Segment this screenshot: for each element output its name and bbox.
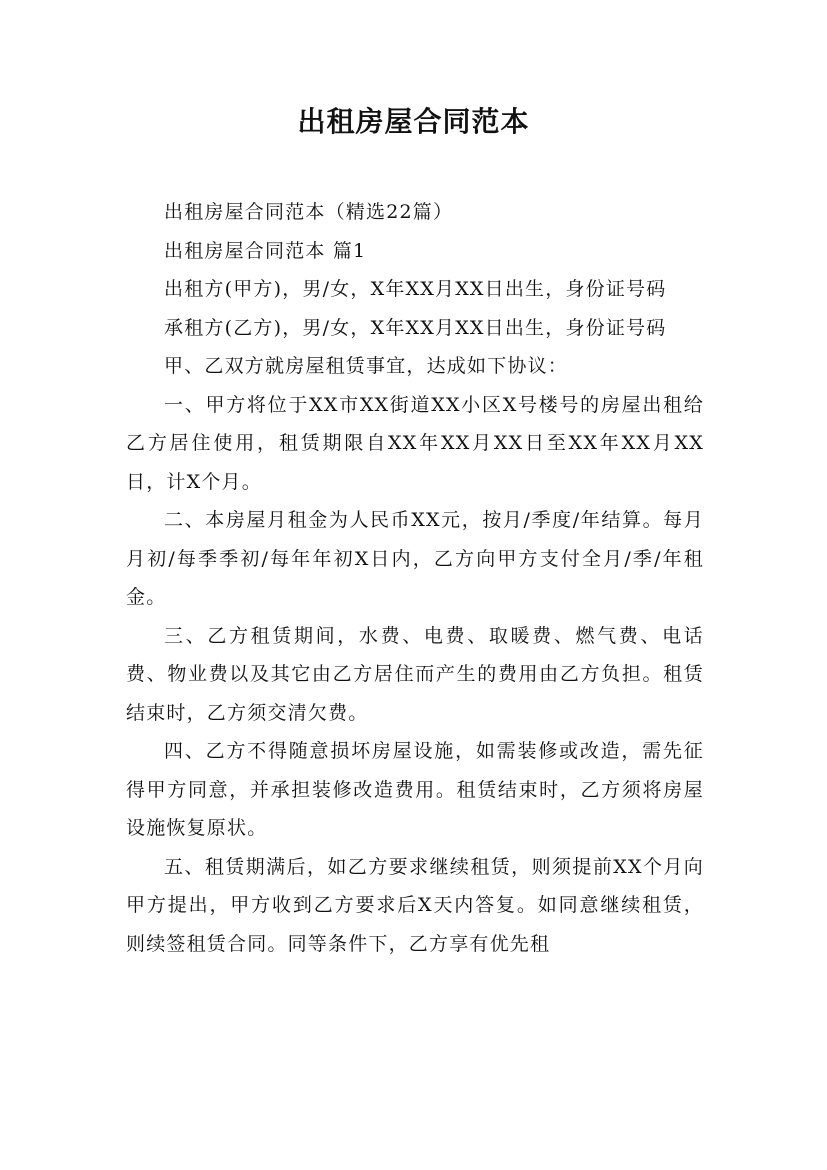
paragraph-lessor: 出租方(甲方)，男/女，X年XX月XX日出生，身份证号码: [164, 278, 667, 300]
paragraph-collection-title: 出租房屋合同范本（精选22篇）: [164, 201, 454, 223]
paragraph-clause-3: 三、乙方租赁期间，水费、电费、取暖费、燃气费、电话费、物业费以及其它由乙方居住而产生的费用由乙方负担。租赁结束时，乙方须交清欠费。: [126, 624, 704, 724]
paragraph-clause-5: 五、租赁期满后，如乙方要求继续租赁，则须提前XX个月向甲方提出，甲方收到乙方要求后X天内答复。如同意继续租赁，则续签租赁合同。同等条件下，乙方享有优先租: [126, 855, 704, 955]
paragraph-lessee: 承租方(乙方)，男/女，X年XX月XX日出生，身份证号码: [164, 316, 667, 339]
paragraph-agreement-intro: 甲、乙双方就房屋租赁事宜，达成如下协议：: [164, 355, 569, 377]
paragraph-clause-1: 一、甲方将位于XX市XX街道XX小区X号楼号的房屋出租给乙方居住使用，租赁期限自XX年XX月XX日至XX年XX月XX日，计X个月。: [126, 393, 704, 493]
paragraph-clause-2: 二、本房屋月租金为人民币XX元，按月/季度/年结算。每月月初/每季季初/每年年初X日内，乙方向甲方支付全月/季/年租金。: [126, 509, 704, 608]
document-title: 出租房屋合同范本: [297, 105, 530, 138]
paragraph-clause-4: 四、乙方不得随意损坏房屋设施，如需装修或改造，需先征得甲方同意，并承担装修改造费用。租赁结束时，乙方须将房屋设施恢复原状。: [126, 740, 704, 839]
paragraph-article-heading: 出租房屋合同范本 篇1: [164, 239, 367, 262]
document-body: [126, 193, 704, 963]
